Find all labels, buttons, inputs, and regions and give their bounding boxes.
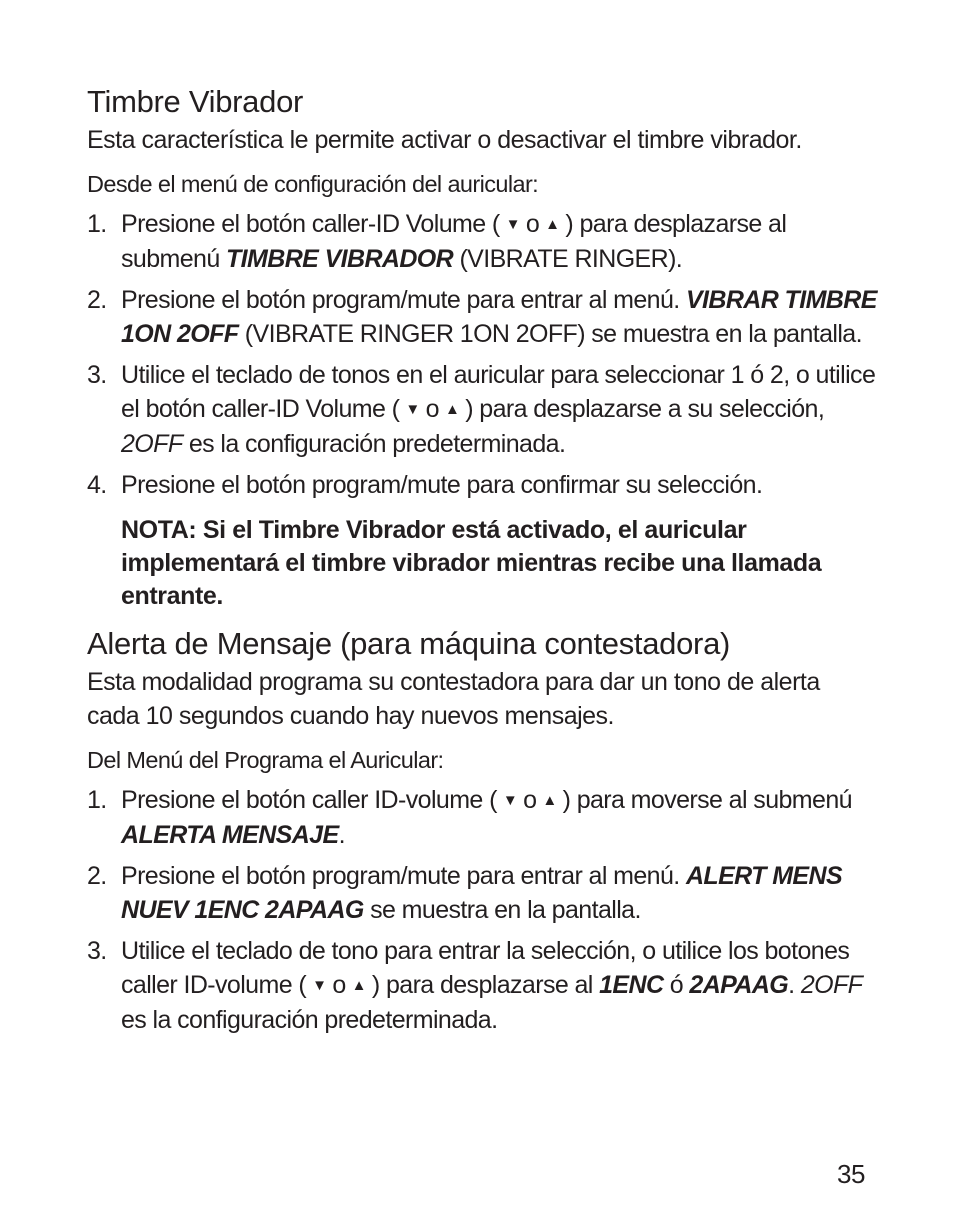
step-text: o <box>332 971 346 999</box>
list-item <box>87 783 877 852</box>
up-arrow-icon: ▲ <box>542 792 557 809</box>
steps-list <box>87 783 877 1037</box>
up-arrow-icon: ▲ <box>545 216 560 233</box>
step-number: 3. <box>87 361 107 389</box>
section-intro: Esta modalidad programa su contestadora para dar un tono de alerta cada 10 segundos cuando hay nuevos mensajes. <box>87 668 820 730</box>
step-text: . <box>788 971 801 999</box>
step-text: es la configuración predeterminada. <box>182 430 566 458</box>
down-arrow-icon: ▼ <box>502 792 518 809</box>
menu-name: VIBRAR TIMBRE 1ON 2OFF <box>121 286 877 348</box>
step-text: Presione el botón caller ID-volume ( <box>121 786 497 814</box>
menu-name: 1ENC <box>599 971 664 999</box>
steps-list <box>87 207 877 502</box>
menu-name: TIMBRE VIBRADOR <box>226 245 454 273</box>
default-value: 2OFF <box>121 430 183 458</box>
default-value: 2OFF <box>800 971 863 999</box>
step-number: 2. <box>87 862 107 890</box>
step-number: 4. <box>87 471 107 499</box>
menu-name: ALERTA MENSAJE <box>121 821 339 849</box>
step-text: se muestra en la pantalla. <box>363 896 641 924</box>
step-text: Presione el botón program/mute para entrar al menú. <box>121 862 686 890</box>
step-text: o <box>523 786 537 814</box>
list-item <box>87 283 877 351</box>
section-heading-alerta-mensaje: Alerta de Mensaje (para máquina contestadora) <box>87 626 731 661</box>
step-text: ) para desplazarse al <box>371 971 600 999</box>
list-item <box>87 207 877 276</box>
menu-name: ALERT MENS NUEV 1ENC 2APAAG <box>121 862 843 924</box>
step-text: es la configuración predeterminada. <box>121 1006 498 1034</box>
step-text: Utilice el teclado de tonos en el auricular para seleccionar 1 ó 2, o utilice el botón caller-ID Volume ( <box>121 361 876 423</box>
step-text: ) para moverse al submenú <box>562 786 852 814</box>
step-number: 2. <box>87 286 107 314</box>
note-text: NOTA: Si el Timbre Vibrador está activado, el auricular implementará el timbre vibrador mientras recibe una llamada entrante. <box>121 516 822 610</box>
down-arrow-icon: ▼ <box>505 216 520 233</box>
subheading: Del Menú del Programa el Auricular: <box>87 747 444 773</box>
step-number: 3. <box>87 937 107 965</box>
page-number: 35 <box>837 1159 865 1189</box>
step-text: ó <box>663 971 690 999</box>
step-text: . <box>338 821 345 849</box>
step-number: 1. <box>87 210 107 238</box>
step-text: Presione el botón program/mute para entrar al menú. <box>121 286 686 314</box>
step-number: 1. <box>87 786 107 814</box>
down-arrow-icon: ▼ <box>405 401 420 418</box>
step-text: o <box>525 210 540 238</box>
step-text: o <box>425 395 439 423</box>
manual-page <box>87 82 877 1044</box>
up-arrow-icon: ▲ <box>444 401 460 418</box>
step-text: ) para desplazarse a su selección, <box>465 395 825 423</box>
step-text: (VIBRATE RINGER). <box>453 245 683 273</box>
list-item <box>87 859 877 927</box>
step-text: (VIBRATE RINGER 1ON 2OFF) se muestra en la pantalla. <box>238 320 862 348</box>
section-intro: Esta característica le permite activar o desactivar el timbre vibrador. <box>87 126 802 154</box>
step-text: Utilice el teclado de tono para entrar la selección, o utilice los botones caller ID-volume ( <box>121 937 850 999</box>
down-arrow-icon: ▼ <box>312 977 327 994</box>
section-heading-timbre-vibrador: Timbre Vibrador <box>87 84 304 119</box>
step-text: Presione el botón program/mute para confirmar su selección. <box>121 471 763 499</box>
list-item <box>87 934 877 1037</box>
up-arrow-icon: ▲ <box>351 977 366 994</box>
step-text: ) para desplazarse al submenú <box>121 210 787 273</box>
subheading: Desde el menú de configuración del auricular: <box>87 171 539 197</box>
menu-name: 2APAAG <box>689 971 789 999</box>
list-item <box>87 358 877 461</box>
step-text: Presione el botón caller-ID Volume ( <box>121 210 500 238</box>
list-item <box>87 468 877 502</box>
